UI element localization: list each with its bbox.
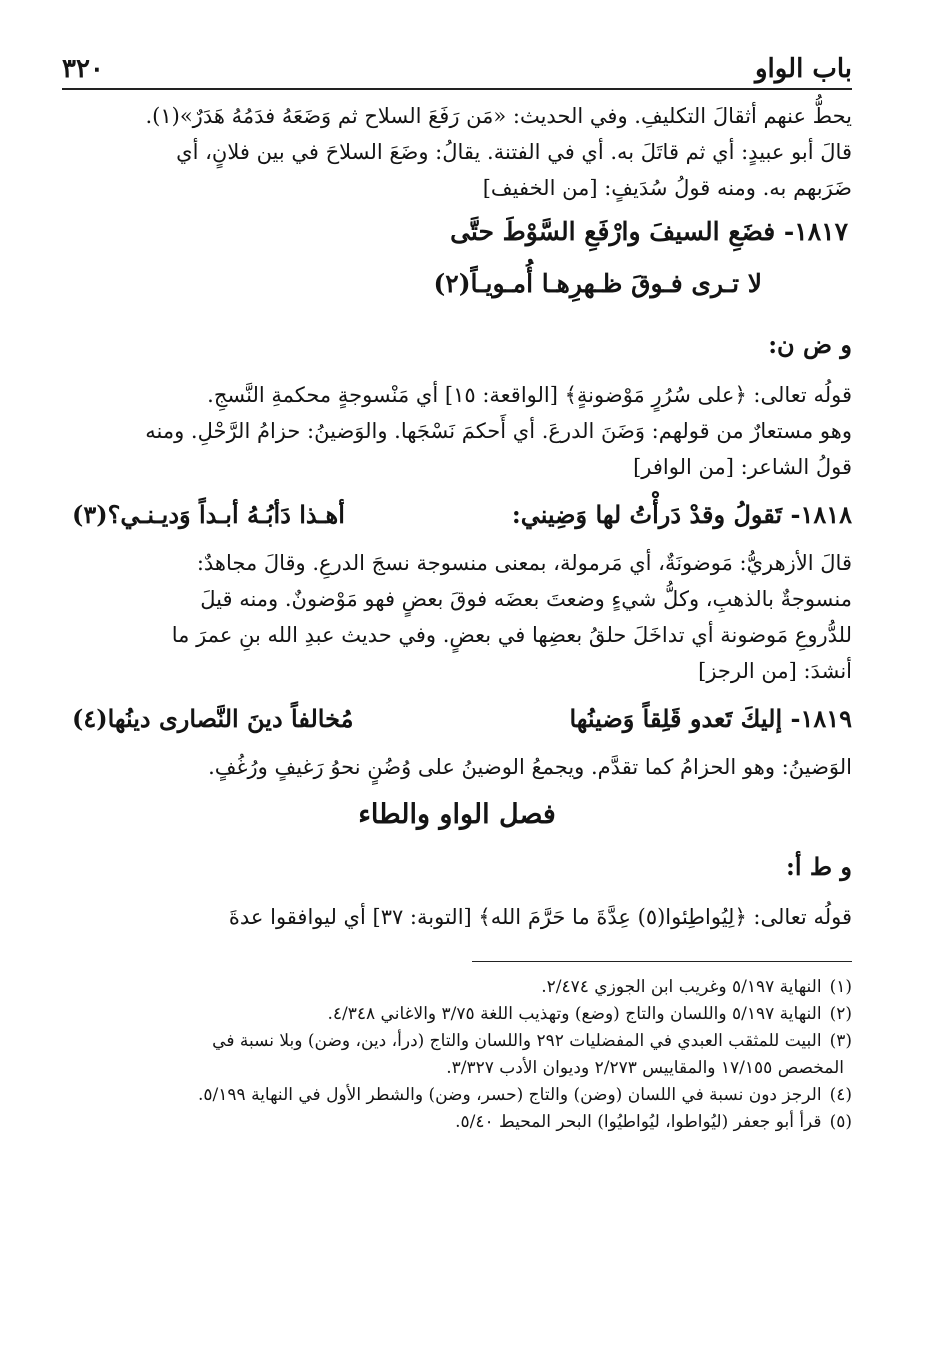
verse-1818-second-hemistich: أهـذا دَأبُـهُ أبـداً وَديـنـي؟(٣) <box>72 500 345 529</box>
intro-line-3: ضَرَبهم به. ومنه قولُ سُدَيفٍ: [من الخفيف] <box>482 176 852 200</box>
intro-line-2: قالَ أبو عبيدٍ: أي ثم قاتَلَ به. أي في الفتنة. يقالُ: وضَعَ السلاحَ في بين فلانٍ، أي <box>176 140 852 164</box>
verse-1817-line-1: ١٨١٧- فضَعِ السيفَ وارْفَعِ السَّوْطَ حتَّى <box>450 217 848 246</box>
footnotes <box>62 974 852 1136</box>
wadin-note-line-1: الوَضينُ: وهو الحزامُ كما تقدَّم. ويجمعُ الوضينُ على وُضُنٍ نحوُ رَغيفٍ ورُغُفٍ. <box>208 755 852 779</box>
chapter-heading: فصل الواو والطاء <box>358 799 556 830</box>
page-number: ٣٢٠ <box>62 54 104 84</box>
wdn-line-3: قولُ الشاعر: [من الوافر] <box>633 455 852 479</box>
azhari-line-2: منسوجةٌ بالذهبِ، وكلُّ شيءٍ وضعتَ بعضَه فوقَ بعضٍ فهو مَوْضونٌ. ومنه قيلَ <box>200 587 852 611</box>
intro-line-1: يحطُّ عنهم أثقالَ التكليفِ. وفي الحديث: «مَن رَفَعَ السلاح ثم وَضَعَهُ فدَمُهُ هَدَرٌ»(١). <box>145 104 852 128</box>
wdn-line-2: وهو مستعارٌ من قولهم: وَضَنَ الدرعَ. أي أَحكمَ نَسْجَها. والوَضينُ: حزامُ الرَّحْلِ. ومنه <box>145 419 852 443</box>
footnote-divider <box>472 961 852 962</box>
page-header <box>62 30 852 90</box>
verse-1819 <box>62 693 852 745</box>
verse-1819-first-hemistich: ١٨١٩- إليكَ تَعدو قَلِقاً وَضينُها <box>569 704 852 733</box>
azhari-line-1: قالَ الأزهريُّ: مَوضونَةٌ، أي مَرمولة، بمعنى منسوجة نسجَ الدرعِ. وقالَ مجاهدٌ: <box>196 551 852 575</box>
verse-1819-second-hemistich: مُخالفاً دينَ النَّصارى دينُها(٤) <box>72 704 354 733</box>
verse-1817-line-2: لا تـرى فـوقَ ظـهرِهـا أُمـويـاً(٢) <box>433 269 762 298</box>
verse-1818 <box>62 489 852 541</box>
wdn-line-1: قولُه تعالى: ﴿على سُرُرٍ مَوْضونةٍ﴾ [الواقعة: ١٥] أي مَنْسوجةٍ محكمةِ النَّسجِ. <box>207 383 852 407</box>
azhari-line-4: أنشدَ: [من الرجز] <box>698 659 852 683</box>
footnote-continuation: المخصص ١٧/١٥٥ والمقاييس ٢/٢٧٣ وديوان الأدب ٣/٣٢٧. <box>446 1058 844 1078</box>
footnote: (٥)قرأ أبو جعفر (ليُواطوا، ليُواطيُوا) البحر المحيط ٥/٤٠. <box>455 1112 852 1132</box>
footnote: (٣)البيت للمثقب العبدي في المفضليات ٢٩٢ واللسان والتاج (درأ، دين، وضن) وبلا نسبة في <box>212 1031 852 1051</box>
azhari-line-3: للدُّروعِ مَوضونة أي تداخَلَ حلقُ بعضِها في بعضٍ. وفي حديث عبدِ الله بنِ عمرَ ما <box>171 623 852 647</box>
root-heading-wta: و ط أ: <box>785 852 852 881</box>
chapter-title: باب الواو <box>754 54 852 84</box>
wta-line-1: قولُه تعالى: ﴿لِيُواطِئوا(٥) عِدَّةَ ما حَرَّمَ الله﴾ [التوبة: ٣٧] أي ليوافقوا عدةَ <box>228 905 852 929</box>
footnote: (١)النهاية ٥/١٩٧ وغريب ابن الجوزي ٢/٤٧٤. <box>541 977 852 997</box>
footnote: (٤)الرجز دون نسبة في اللسان (وضن) والتاج (حسر، وضن) والشطر الأول في النهاية ٥/١٩٩. <box>198 1085 852 1105</box>
root-heading-wdn: و ض ن: <box>768 330 852 359</box>
verse-1818-first-hemistich: ١٨١٨- تَقولُ وقدْ دَرأْتُ لها وَضِيني: <box>511 500 852 529</box>
footnote: (٢)النهاية ٥/١٩٧ واللسان والتاج (وضع) وتهذيب اللغة ٣/٧٥ والاغاني ٤/٣٤٨. <box>327 1004 852 1024</box>
